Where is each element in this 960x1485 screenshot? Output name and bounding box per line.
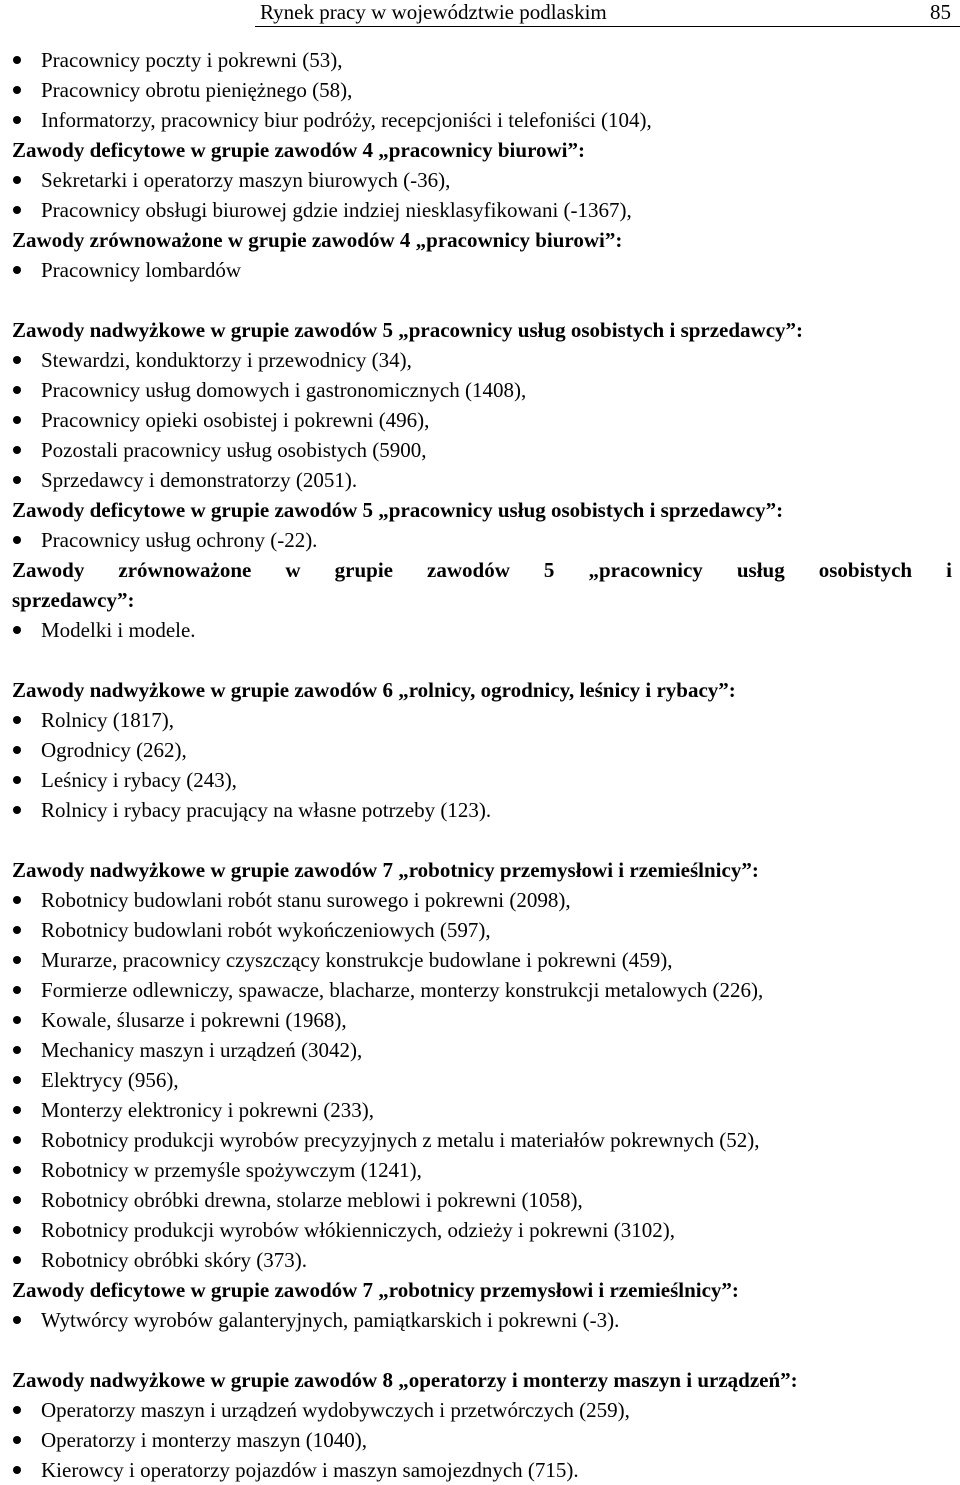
bullet-icon [13, 776, 21, 784]
bullet-icon [13, 1196, 21, 1204]
list-item-text: Formierze odlewniczy, spawacze, blacharze, monterzy konstrukcji metalowych (226), [41, 978, 764, 1002]
section-heading-line-2: sprzedawcy”: [12, 588, 135, 612]
list-item-text: Robotnicy budowlani robót stanu surowego i pokrewni (2098), [41, 888, 571, 912]
list-item [12, 945, 952, 975]
list-item [12, 915, 952, 945]
bullet-list [12, 1395, 952, 1485]
list-item-text: Ogrodnicy (262), [41, 738, 187, 762]
list-item-text: Pracownicy obrotu pieniężnego (58), [41, 78, 353, 102]
bullet-icon [13, 1166, 21, 1174]
list-item [12, 1305, 952, 1335]
list-item [12, 975, 952, 1005]
list-item-text: Stewardzi, konduktorzy i przewodnicy (34), [41, 348, 412, 372]
list-item [12, 105, 952, 135]
list-item-text: Wytwórcy wyrobów galanteryjnych, pamiątkarskich i pokrewni (-3). [41, 1308, 620, 1332]
list-item [12, 435, 952, 465]
spacer [12, 1335, 952, 1365]
list-item [12, 1125, 952, 1155]
list-item [12, 1455, 952, 1485]
bullet-icon [13, 1316, 21, 1324]
section-heading: Zawody nadwyżkowe w grupie zawodów 7 „robotnicy przemysłowi i rzemieślnicy”: [12, 858, 759, 882]
list-item [12, 75, 952, 105]
list-item-text: Sekretarki i operatorzy maszyn biurowych (-36), [41, 168, 451, 192]
list-item [12, 705, 952, 735]
list-item-text: Robotnicy obróbki skóry (373). [41, 1248, 307, 1272]
list-item-text: Murarze, pracownicy czyszczący konstrukcje budowlane i pokrewni (459), [41, 948, 673, 972]
list-item-text: Robotnicy obróbki drewna, stolarze meblowi i pokrewni (1058), [41, 1188, 583, 1212]
bullet-icon [13, 1436, 21, 1444]
list-item-text: Pracownicy poczty i pokrewni (53), [41, 48, 343, 72]
section-balanced-group-4 [12, 225, 952, 285]
section-surplus-group-6 [12, 675, 952, 825]
header-rule [255, 26, 960, 27]
bullet-icon [13, 1016, 21, 1024]
section-deficit-group-4 [12, 135, 952, 225]
bullet-list [12, 45, 952, 135]
bullet-list [12, 165, 952, 225]
bullet-icon [13, 206, 21, 214]
list-item [12, 1245, 952, 1275]
list-item-text: Mechanicy maszyn i urządzeń (3042), [41, 1038, 363, 1062]
page-number: 85 [930, 0, 951, 24]
section-heading: Zawody zrównoważone w grupie zawodów 4 „pracownicy biurowi”: [12, 228, 623, 252]
list-item [12, 1425, 952, 1455]
bullet-icon [13, 176, 21, 184]
bullet-icon [13, 86, 21, 94]
list-item-text: Informatorzy, pracownicy biur podróży, recepcjoniści i telefoniści (104), [41, 108, 652, 132]
section-surplus-group-7 [12, 855, 952, 1275]
section-heading: Zawody deficytowe w grupie zawodów 5 „pracownicy usług osobistych i sprzedawcy”: [12, 498, 784, 522]
bullet-icon [13, 1226, 21, 1234]
list-item-text: Pracownicy usług domowych i gastronomicznych (1408), [41, 378, 527, 402]
bullet-icon [13, 1046, 21, 1054]
document-body [12, 45, 952, 1485]
section-heading: Zawody nadwyżkowe w grupie zawodów 6 „rolnicy, ogrodnicy, leśnicy i rybacy”: [12, 678, 736, 702]
list-item-text: Robotnicy produkcji wyrobów precyzyjnych z metalu i materiałów pokrewnych (52), [41, 1128, 760, 1152]
list-item-text: Modelki i modele. [41, 618, 196, 642]
section-heading-line-1: Zawody zrównoważone w grupie zawodów 5 „pracownicy usług osobistych i [12, 558, 952, 582]
list-item [12, 375, 952, 405]
bullet-list [12, 525, 952, 555]
bullet-list [12, 345, 952, 495]
section-heading [12, 555, 952, 615]
bullet-list [12, 705, 952, 825]
spacer [12, 825, 952, 855]
bullet-icon [13, 476, 21, 484]
list-item-text: Sprzedawcy i demonstratorzy (2051). [41, 468, 358, 492]
section-surplus-group-8 [12, 1365, 952, 1485]
bullet-icon [13, 56, 21, 64]
bullet-icon [13, 416, 21, 424]
bullet-icon [13, 626, 21, 634]
list-item [12, 465, 952, 495]
bullet-icon [13, 716, 21, 724]
bullet-icon [13, 1406, 21, 1414]
list-item-text: Pracownicy opieki osobistej i pokrewni (496), [41, 408, 430, 432]
list-item [12, 255, 952, 285]
section-deficit-group-5 [12, 495, 952, 555]
list-item [12, 1215, 952, 1245]
section-heading: Zawody nadwyżkowe w grupie zawodów 8 „operatorzy i monterzy maszyn i urządzeń”: [12, 1368, 798, 1392]
list-item [12, 345, 952, 375]
bullet-icon [13, 386, 21, 394]
section-heading: Zawody nadwyżkowe w grupie zawodów 5 „pracownicy usług osobistych i sprzedawcy”: [12, 318, 804, 342]
list-item [12, 1395, 952, 1425]
section-office-continued [12, 45, 952, 135]
list-item [12, 885, 952, 915]
list-item-text: Robotnicy budowlani robót wykończeniowych (597), [41, 918, 491, 942]
running-header-title: Rynek pracy w województwie podlaskim [260, 0, 607, 24]
list-item-text: Operatorzy i monterzy maszyn (1040), [41, 1428, 367, 1452]
list-item [12, 405, 952, 435]
list-item [12, 525, 952, 555]
bullet-icon [13, 746, 21, 754]
list-item [12, 735, 952, 765]
list-item-text: Monterzy elektronicy i pokrewni (233), [41, 1098, 374, 1122]
list-item [12, 1095, 952, 1125]
list-item [12, 45, 952, 75]
bullet-icon [13, 1106, 21, 1114]
list-item [12, 1155, 952, 1185]
list-item-text: Pracownicy lombardów [41, 258, 242, 282]
bullet-list [12, 615, 952, 645]
list-item-text: Kowale, ślusarze i pokrewni (1968), [41, 1008, 347, 1032]
spacer [12, 285, 952, 315]
list-item [12, 195, 952, 225]
bullet-icon [13, 1466, 21, 1474]
list-item-text: Pracownicy obsługi biurowej gdzie indziej niesklasyfikowani (-1367), [41, 198, 632, 222]
page-header [0, 0, 960, 26]
list-item-text: Leśnicy i rybacy (243), [41, 768, 237, 792]
list-item-text: Rolnicy i rybacy pracujący na własne potrzeby (123). [41, 798, 492, 822]
bullet-icon [13, 356, 21, 364]
bullet-list [12, 255, 952, 285]
list-item [12, 165, 952, 195]
list-item [12, 615, 952, 645]
list-item [12, 795, 952, 825]
list-item [12, 1065, 952, 1095]
list-item-text: Operatorzy maszyn i urządzeń wydobywczych i przetwórczych (259), [41, 1398, 630, 1422]
bullet-icon [13, 806, 21, 814]
bullet-icon [13, 896, 21, 904]
bullet-icon [13, 956, 21, 964]
list-item [12, 765, 952, 795]
bullet-icon [13, 536, 21, 544]
list-item-text: Rolnicy (1817), [41, 708, 174, 732]
bullet-icon [13, 1256, 21, 1264]
bullet-icon [13, 116, 21, 124]
list-item-text: Robotnicy w przemyśle spożywczym (1241), [41, 1158, 422, 1182]
section-heading: Zawody deficytowe w grupie zawodów 7 „robotnicy przemysłowi i rzemieślnicy”: [12, 1278, 739, 1302]
section-balanced-group-5 [12, 555, 952, 645]
bullet-icon [13, 446, 21, 454]
section-deficit-group-7 [12, 1275, 952, 1335]
bullet-list [12, 885, 952, 1275]
list-item [12, 1185, 952, 1215]
spacer [12, 645, 952, 675]
bullet-icon [13, 266, 21, 274]
section-surplus-group-5 [12, 315, 952, 495]
list-item-text: Pracownicy usług ochrony (-22). [41, 528, 318, 552]
bullet-icon [13, 986, 21, 994]
list-item [12, 1005, 952, 1035]
bullet-list [12, 1305, 952, 1335]
list-item-text: Pozostali pracownicy usług osobistych (5900, [41, 438, 427, 462]
section-heading: Zawody deficytowe w grupie zawodów 4 „pracownicy biurowi”: [12, 138, 586, 162]
list-item-text: Elektrycy (956), [41, 1068, 179, 1092]
list-item-text: Kierowcy i operatorzy pojazdów i maszyn samojezdnych (715). [41, 1458, 579, 1482]
list-item [12, 1035, 952, 1065]
bullet-icon [13, 1076, 21, 1084]
bullet-icon [13, 926, 21, 934]
bullet-icon [13, 1136, 21, 1144]
list-item-text: Robotnicy produkcji wyrobów włókienniczych, odzieży i pokrewni (3102), [41, 1218, 675, 1242]
